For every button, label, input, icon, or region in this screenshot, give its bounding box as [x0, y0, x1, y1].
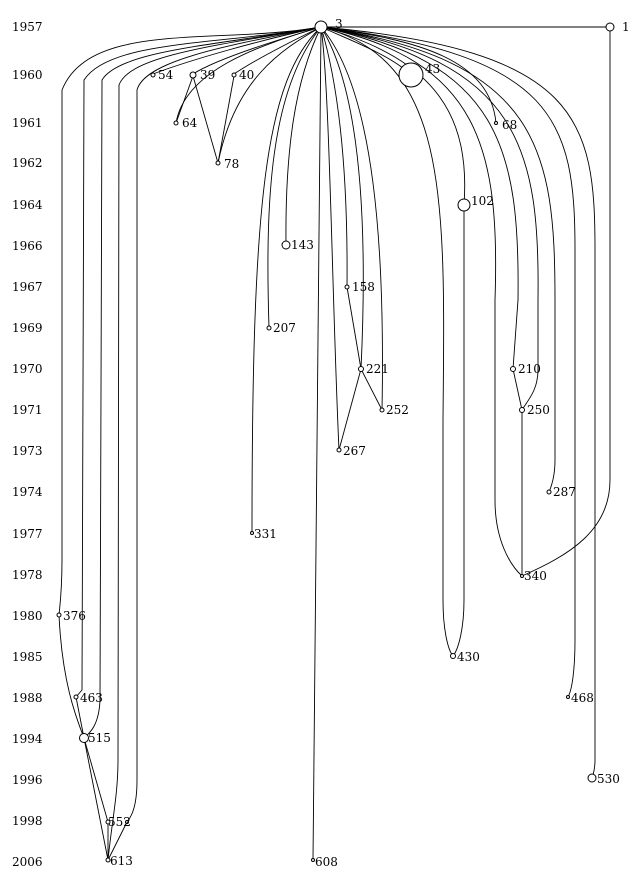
node-label: 252 — [386, 403, 409, 417]
year-label: 1980 — [12, 609, 43, 623]
node-circle — [451, 654, 456, 659]
node-1[interactable] — [606, 20, 630, 34]
node-54[interactable] — [151, 68, 174, 82]
node-430[interactable] — [451, 650, 480, 664]
node-530[interactable] — [588, 772, 620, 786]
year-label: 1985 — [12, 650, 43, 664]
node-circle — [606, 23, 614, 31]
node-label: 78 — [224, 157, 240, 171]
edge — [339, 369, 361, 450]
node-label: 39 — [200, 68, 216, 82]
year-label: 1969 — [12, 321, 43, 335]
year-label: 2006 — [12, 855, 43, 869]
edge — [321, 27, 382, 410]
node-circle — [151, 73, 155, 77]
edge — [153, 27, 321, 74]
node-label: 250 — [527, 403, 550, 417]
node-102[interactable] — [458, 194, 494, 211]
node-circle — [345, 285, 349, 289]
node-circle — [399, 63, 423, 87]
node-label: 207 — [273, 321, 296, 335]
node-515[interactable] — [80, 731, 111, 745]
year-label: 1961 — [12, 116, 43, 130]
node-label: 376 — [63, 609, 86, 623]
node-68[interactable] — [495, 118, 518, 132]
year-label: 1966 — [12, 239, 43, 253]
year-label: 1973 — [12, 444, 43, 458]
node-label: 331 — [254, 527, 277, 541]
node-circle — [216, 161, 220, 165]
node-label: 468 — [571, 691, 594, 705]
node-circle — [190, 72, 196, 78]
node-252[interactable] — [380, 403, 409, 417]
node-circle — [588, 774, 596, 782]
node-label: 43 — [425, 62, 441, 76]
node-label: 515 — [88, 731, 111, 745]
year-label: 1974 — [12, 485, 43, 499]
edge — [84, 27, 321, 738]
node-circle — [359, 367, 364, 372]
nodes — [57, 17, 630, 869]
node-468[interactable] — [567, 691, 594, 705]
year-label: 1971 — [12, 403, 43, 417]
node-label: 463 — [80, 691, 103, 705]
year-label: 1970 — [12, 362, 43, 376]
edge — [218, 27, 321, 163]
edge — [252, 27, 321, 533]
year-label: 1994 — [12, 732, 43, 746]
node-label: 267 — [343, 444, 366, 458]
year-label: 1960 — [12, 68, 43, 82]
year-axis — [12, 20, 43, 869]
node-label: 287 — [553, 485, 576, 499]
node-label: 102 — [471, 194, 494, 208]
year-label: 1977 — [12, 527, 43, 541]
node-label: 430 — [457, 650, 480, 664]
node-552[interactable] — [106, 815, 131, 829]
edge — [268, 27, 321, 328]
year-label: 1964 — [12, 198, 43, 212]
node-circle — [267, 326, 271, 330]
node-207[interactable] — [267, 321, 296, 335]
node-circle — [282, 241, 290, 249]
node-158[interactable] — [345, 280, 375, 294]
year-label: 1996 — [12, 773, 43, 787]
node-label: 68 — [502, 118, 518, 132]
node-267[interactable] — [337, 444, 366, 458]
node-label: 552 — [108, 815, 131, 829]
node-label: 3 — [335, 17, 343, 31]
node-40[interactable] — [232, 68, 254, 82]
edge — [321, 27, 453, 656]
edge — [347, 287, 361, 369]
node-circle — [380, 408, 384, 412]
node-340[interactable] — [521, 569, 547, 583]
node-circle — [174, 121, 178, 125]
node-label: 40 — [239, 68, 255, 82]
node-label: 54 — [158, 68, 174, 82]
node-circle — [57, 613, 61, 617]
node-label: 143 — [291, 238, 314, 252]
year-label: 1978 — [12, 568, 43, 582]
node-circle — [315, 21, 327, 33]
node-label: 1 — [622, 20, 630, 34]
node-label: 530 — [597, 772, 620, 786]
edge — [321, 27, 555, 492]
node-376[interactable] — [57, 609, 86, 623]
node-608[interactable] — [312, 855, 338, 869]
edge — [453, 205, 464, 656]
edge — [321, 27, 339, 450]
node-43[interactable] — [399, 62, 440, 87]
node-circle — [567, 696, 570, 699]
edge — [321, 27, 522, 576]
edge — [286, 27, 321, 245]
node-label: 613 — [110, 854, 133, 868]
node-78[interactable] — [216, 157, 239, 171]
node-circle — [337, 448, 341, 452]
node-463[interactable] — [74, 691, 103, 705]
node-circle — [495, 122, 498, 125]
node-circle — [520, 408, 525, 413]
edge — [321, 27, 595, 778]
node-label: 608 — [315, 855, 338, 869]
year-label: 1998 — [12, 814, 43, 828]
edge — [321, 27, 363, 369]
node-250[interactable] — [520, 403, 550, 417]
node-circle — [232, 73, 236, 77]
year-label: 1967 — [12, 280, 43, 294]
edge — [84, 738, 108, 822]
edge — [84, 738, 108, 860]
edge — [76, 27, 321, 697]
node-label: 210 — [518, 362, 541, 376]
edge — [313, 27, 321, 860]
edge — [321, 27, 465, 205]
year-label: 1957 — [12, 20, 43, 34]
year-label: 1962 — [12, 156, 43, 170]
edges — [59, 27, 610, 860]
node-label: 64 — [182, 116, 198, 130]
node-circle — [547, 490, 551, 494]
year-label: 1988 — [12, 691, 43, 705]
node-331[interactable] — [251, 527, 277, 541]
node-circle — [511, 367, 516, 372]
node-210[interactable] — [511, 362, 541, 376]
node-613[interactable] — [106, 854, 133, 868]
node-143[interactable] — [282, 238, 314, 252]
edge — [127, 27, 321, 822]
node-label: 221 — [366, 362, 389, 376]
node-circle — [458, 199, 470, 211]
node-circle — [74, 695, 78, 699]
node-label: 158 — [352, 280, 375, 294]
node-label: 340 — [524, 569, 547, 583]
